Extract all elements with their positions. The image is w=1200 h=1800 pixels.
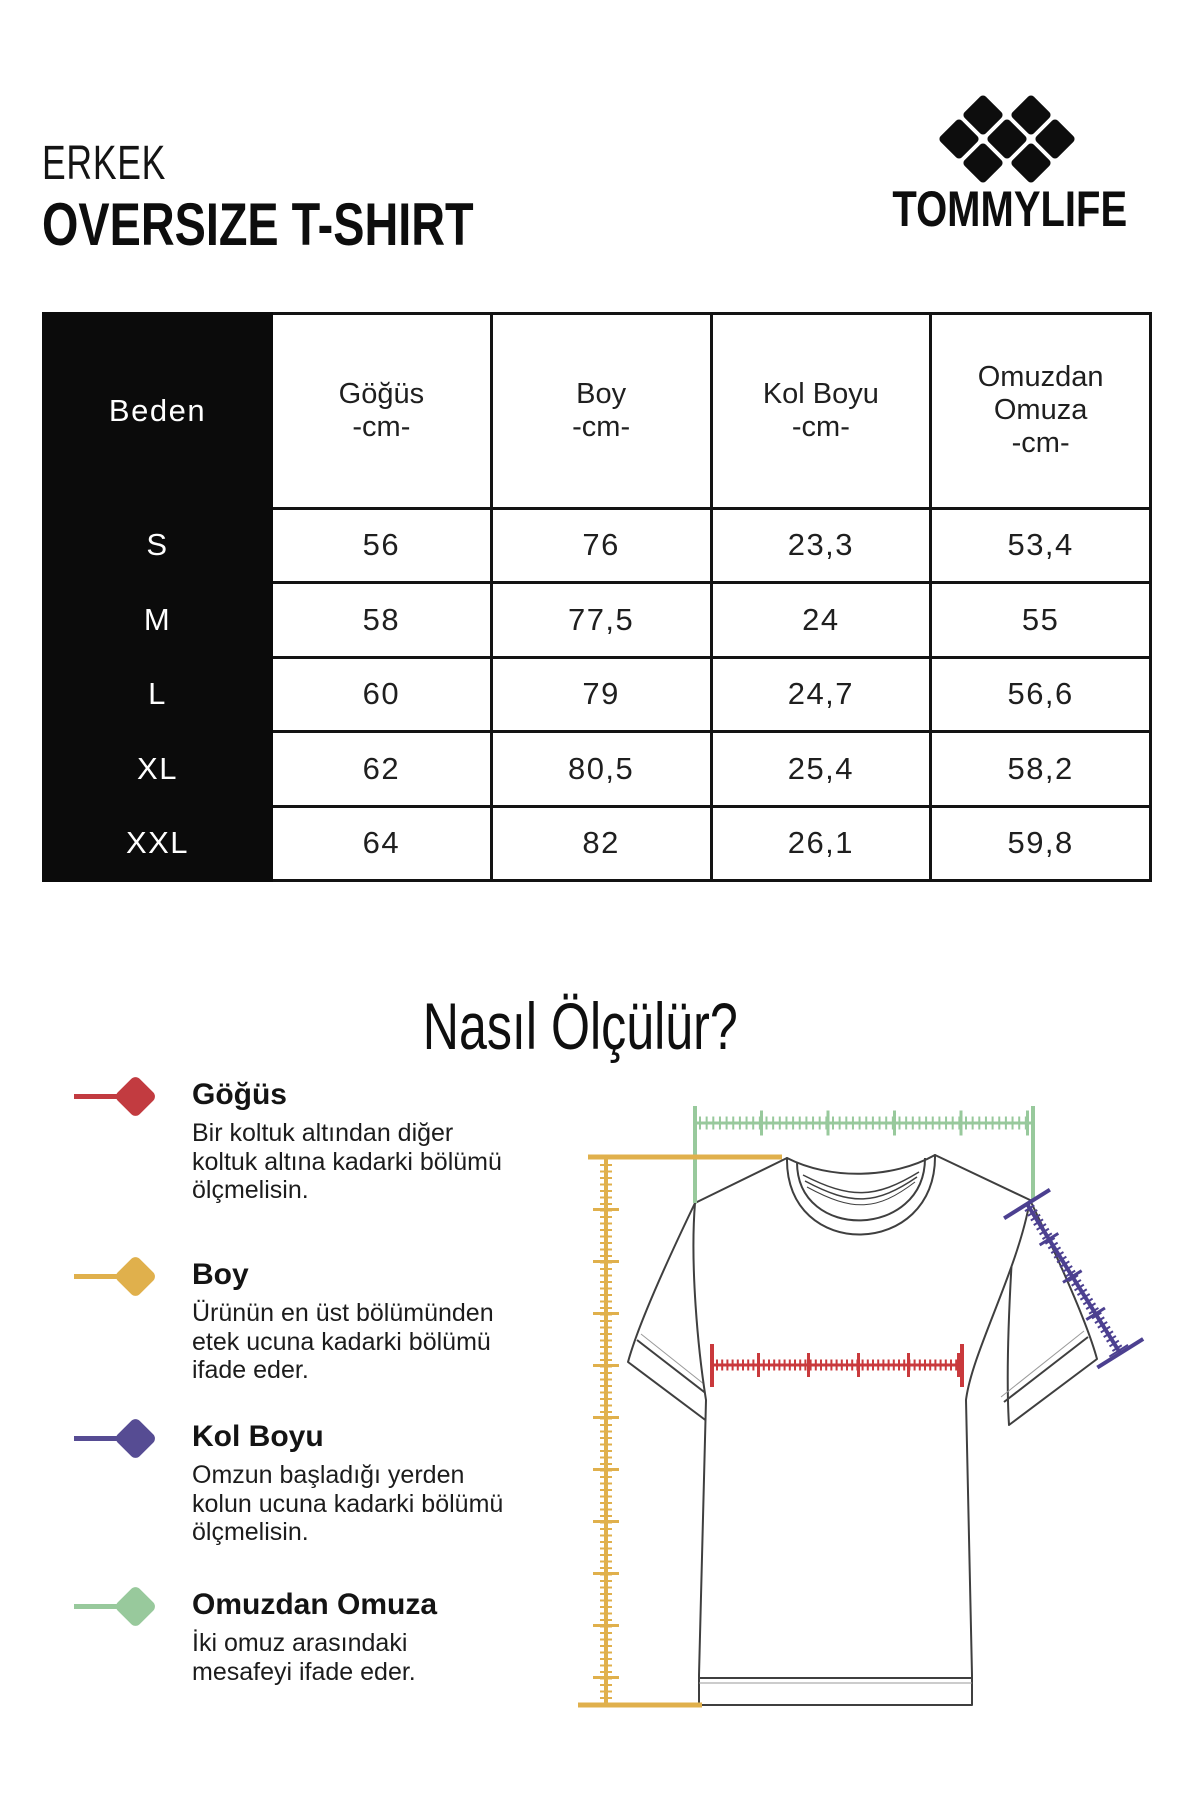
size-label: L <box>44 657 272 731</box>
cell-value: 64 <box>272 806 492 880</box>
gogus-diamond-marker-icon <box>74 1074 186 1118</box>
table-row <box>44 657 1151 731</box>
omuzdan-omuza-diamond-marker-icon <box>74 1584 186 1628</box>
cell-value: 24,7 <box>711 657 931 731</box>
tshirt-measurement-diagram <box>520 950 1160 1740</box>
table-row <box>44 583 1151 657</box>
legend-description: Omzun başladığı yerden kolun ucuna kadarki bölümü ölçmelisin. <box>192 1461 504 1546</box>
table-row <box>44 732 1151 806</box>
legend-description: İki omuz arasındaki mesafeyi ifade eder. <box>192 1629 416 1686</box>
brand-name: TOMMYLIFE <box>892 181 1128 237</box>
cell-value: 25,4 <box>711 732 931 806</box>
legend-description: Ürünün en üst bölümünden etek ucuna kadarki bölümü ifade eder. <box>192 1299 494 1384</box>
cell-value: 26,1 <box>711 806 931 880</box>
cell-value: 58 <box>272 583 492 657</box>
column-header-beden: Beden <box>44 314 272 509</box>
cell-value: 82 <box>491 806 711 880</box>
cell-value: 56 <box>272 508 492 582</box>
cell-value: 53,4 <box>931 508 1151 582</box>
category-label: ERKEK <box>42 137 167 190</box>
kol-boyu-diamond-marker-icon <box>74 1416 186 1460</box>
diamond-grid-logo-icon <box>938 90 1078 188</box>
size-label: S <box>44 508 272 582</box>
tshirt-outline <box>628 1155 1097 1705</box>
cell-value: 58,2 <box>931 732 1151 806</box>
how-to-measure-title: Nasıl Ölçülür? <box>422 989 738 1063</box>
product-title: OVERSIZE T-SHIRT <box>42 191 474 258</box>
legend-item-omuzdan-omuza <box>74 1588 514 1686</box>
column-header-omuzdan-omuza: Omuzdan Omuza -cm- <box>931 314 1151 509</box>
legend-name: Kol Boyu <box>192 1420 324 1453</box>
column-header-kol-boyu: Kol Boyu -cm- <box>711 314 931 509</box>
table-row <box>44 806 1151 880</box>
cell-value: 56,6 <box>931 657 1151 731</box>
cell-value: 76 <box>491 508 711 582</box>
legend-description: Bir koltuk altından diğer koltuk altına kadarki bölümü ölçmelisin. <box>192 1119 502 1204</box>
size-table <box>42 312 1152 882</box>
size-label: M <box>44 583 272 657</box>
legend-item-boy <box>74 1258 514 1385</box>
cell-value: 59,8 <box>931 806 1151 880</box>
legend-item-gogus <box>74 1078 514 1205</box>
table-header-row <box>44 314 1151 509</box>
table-row <box>44 508 1151 582</box>
cell-value: 62 <box>272 732 492 806</box>
cell-value: 79 <box>491 657 711 731</box>
cell-value: 60 <box>272 657 492 731</box>
cell-value: 55 <box>931 583 1151 657</box>
size-label: XL <box>44 732 272 806</box>
legend-item-kol-boyu <box>74 1420 514 1547</box>
legend-name: Boy <box>192 1258 249 1291</box>
legend-name: Omuzdan Omuza <box>192 1588 438 1621</box>
legend-name: Göğüs <box>192 1078 287 1111</box>
column-header-boy: Boy -cm- <box>491 314 711 509</box>
column-header-gogus: Göğüs -cm- <box>272 314 492 509</box>
cell-value: 23,3 <box>711 508 931 582</box>
size-label: XXL <box>44 806 272 880</box>
cell-value: 77,5 <box>491 583 711 657</box>
boy-diamond-marker-icon <box>74 1254 186 1298</box>
cell-value: 24 <box>711 583 931 657</box>
cell-value: 80,5 <box>491 732 711 806</box>
